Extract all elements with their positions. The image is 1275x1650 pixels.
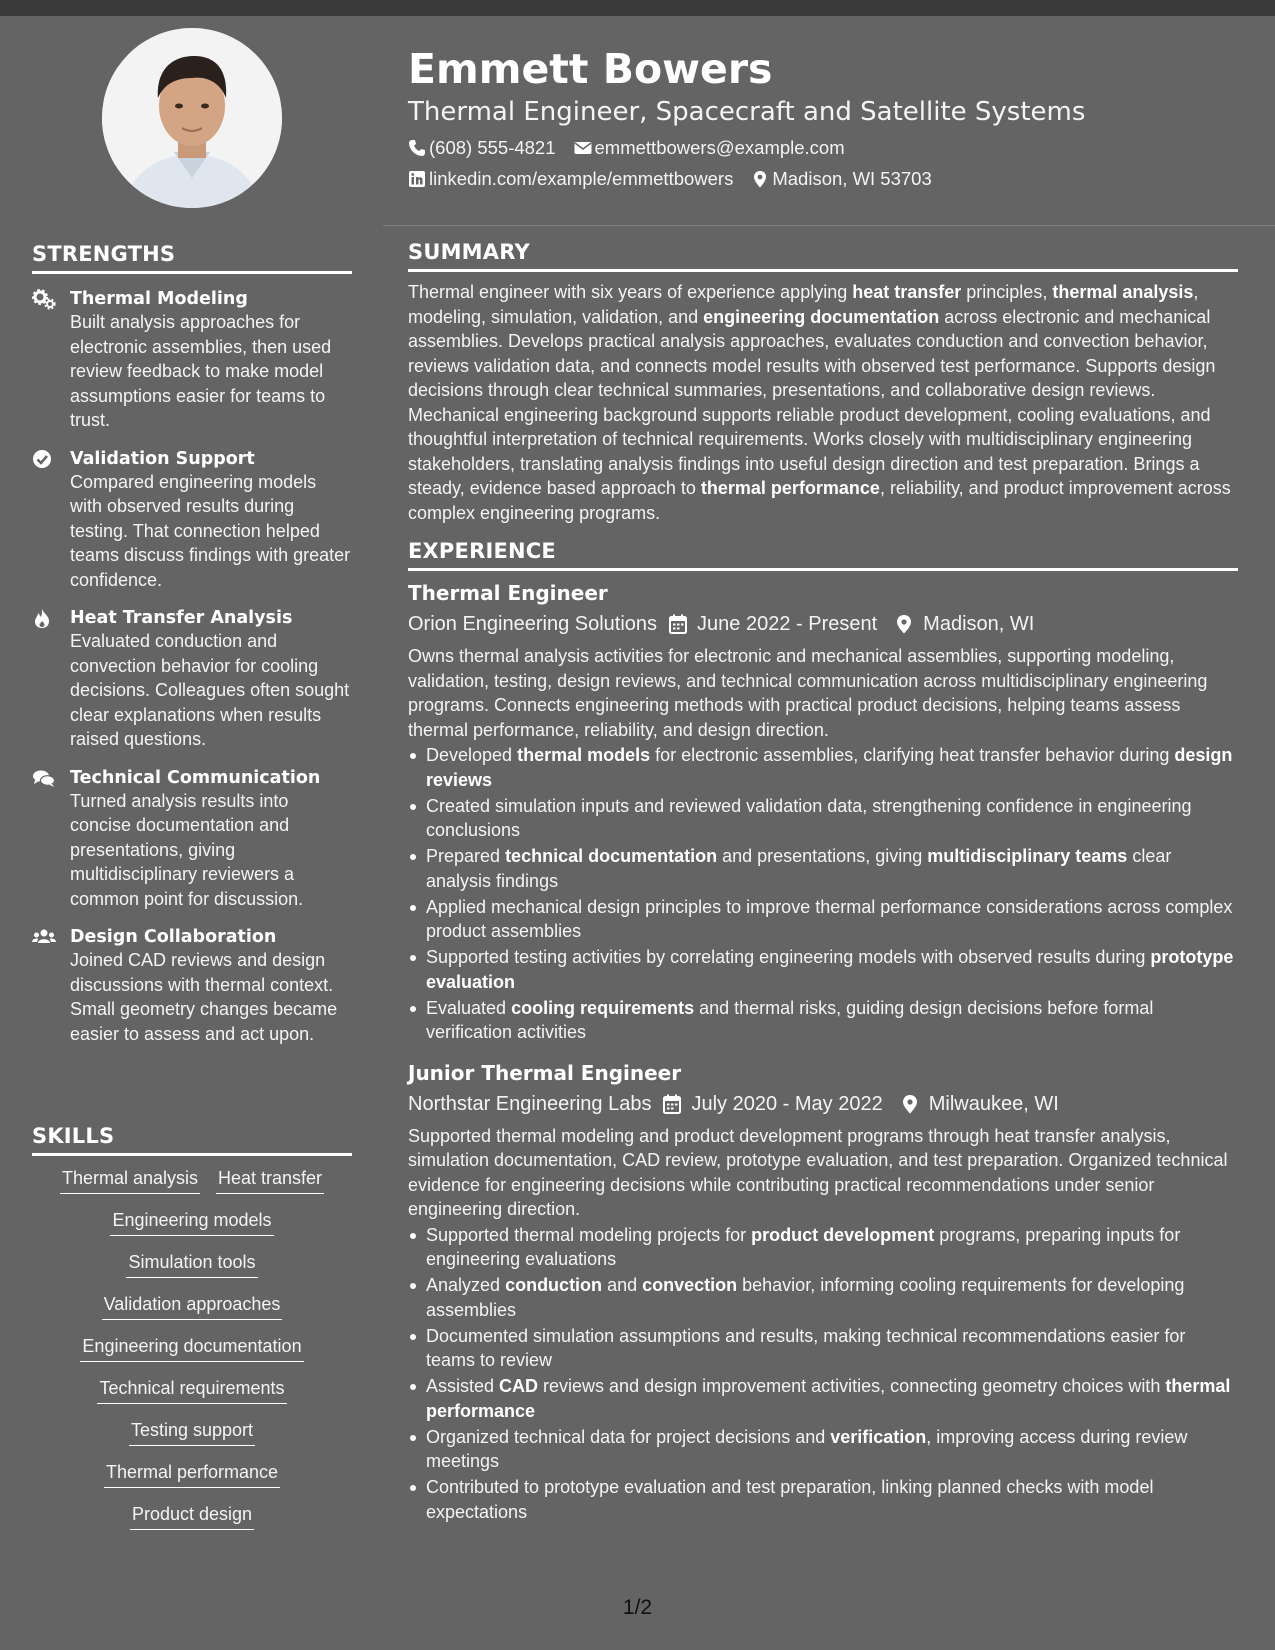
job-bullets [408, 743, 1238, 1045]
text-run: Supported thermal modeling projects for [426, 1224, 752, 1245]
skill-tag: Heat transfer [216, 1166, 324, 1194]
strength-item [32, 607, 352, 752]
bullet-item [408, 945, 1238, 994]
skill-tag: Engineering models [110, 1208, 273, 1236]
candidate-name: Emmett Bowers [408, 45, 773, 93]
text-run: reviews and design improvement activities, connecting geometry choices with [538, 1376, 1166, 1396]
summary-text [408, 280, 1238, 525]
strength-text: Compared engineering models with observed results during testing. That connection helped teams discuss findings with greater confidence. [70, 471, 351, 590]
contact-row [408, 136, 1238, 160]
bullet-item [408, 895, 1238, 944]
job-location: Milwaukee, WI [928, 1092, 1059, 1115]
text-run: , modeling, simulation, validation, and [408, 282, 1199, 327]
text-run: clear analysis findings [426, 846, 1172, 891]
candidate-title: Thermal Engineer, Spacecraft and Satellite Systems [408, 97, 1086, 127]
strength-text: Joined CAD reviews and design discussions with thermal context. Small geometry changes became easier to assess and act upon. [70, 950, 338, 1044]
resume-header [408, 44, 1238, 191]
skill-tag: Simulation tools [126, 1250, 257, 1278]
job-meta [408, 1090, 1238, 1118]
job-dates: June 2022 - Present [697, 613, 878, 635]
bold-text: design reviews [426, 745, 1233, 790]
skill-tag: Testing support [129, 1418, 255, 1446]
bold-text: heat transfer [852, 282, 962, 302]
main-column [408, 240, 1238, 1526]
envelope-icon [574, 139, 592, 157]
text-run: , improving access during review meetings [426, 1426, 1188, 1471]
skill-tag: Thermal performance [104, 1460, 280, 1488]
email-contact[interactable] [574, 136, 845, 160]
bold-text: technical documentation [505, 846, 718, 866]
strengths-section [32, 242, 352, 1046]
gears-icon [32, 289, 56, 311]
calendar-icon [669, 614, 687, 634]
bullet-item [408, 1324, 1238, 1373]
skill-tag: Engineering documentation [80, 1334, 303, 1362]
job-dates: July 2020 - May 2022 [691, 1092, 883, 1115]
bold-text: verification [830, 1426, 927, 1447]
skill-tag: Technical requirements [97, 1376, 286, 1404]
strength-text: Turned analysis results into concise documentation and presentations, giving multidisciplinary reviewers a common point for discussion. [70, 790, 304, 909]
strength-text: Evaluated conduction and convection behavior for cooling decisions. Colleagues often sought clear explanations when results raised questions. [70, 631, 350, 749]
bullet-item [408, 1273, 1238, 1322]
bullet-item [408, 1374, 1238, 1423]
map-pin-icon [901, 1094, 919, 1114]
skill-tag: Thermal analysis [60, 1166, 200, 1194]
strength-text: Built analysis approaches for electronic assemblies, then used review feedback to make model assumptions easier for teams to trust. [70, 312, 332, 430]
skill-tag: Validation approaches [102, 1292, 283, 1320]
strength-title: Heat Transfer Analysis [70, 608, 293, 628]
bullet-item [408, 844, 1238, 893]
skill-tag: Product design [130, 1502, 254, 1530]
text-run: , reliability, and product improvement across complex engineering programs. [408, 478, 1231, 523]
text-run: Analyzed [426, 1275, 506, 1295]
bold-text: thermal models [517, 745, 651, 765]
check-circle-icon [32, 449, 56, 471]
text-run: Evaluated [426, 997, 512, 1018]
profile-photo [102, 28, 282, 208]
text-run: Organized technical data for project decisions and [426, 1426, 831, 1447]
strength-item [32, 767, 352, 912]
bullet-item [408, 794, 1238, 843]
text-run: and presentations, giving [717, 846, 928, 866]
skills-heading: SKILLS [32, 1124, 352, 1156]
contact-row [408, 167, 1238, 191]
job-description: Supported thermal modeling and product development programs through heat transfer analysis, simulation documentation, CAD review, prototype evaluation, and test preparation. Organized technical evidence for engineering decisions while contributing practical recommendations under senior engineering direction. [408, 1125, 1228, 1219]
strengths-heading: STRENGTHS [32, 242, 352, 274]
skills-section [32, 1124, 352, 1544]
linkedin-icon [408, 170, 426, 188]
text-run: Assisted [426, 1376, 500, 1396]
experience-heading: EXPERIENCE [408, 539, 1238, 571]
company-name: Orion Engineering Solutions [408, 613, 658, 635]
location-contact [751, 167, 931, 191]
job-bullets [408, 1223, 1238, 1525]
text-run: principles, [961, 282, 1053, 302]
job-entry [408, 1059, 1238, 1525]
job-title: Thermal Engineer [408, 581, 608, 605]
bold-text: convection [642, 1275, 738, 1295]
bold-text: product development [751, 1224, 935, 1245]
job-meta [408, 610, 1238, 638]
bold-text: thermal performance [426, 1376, 1231, 1421]
bullet-item [408, 1425, 1238, 1474]
bold-text: conduction [505, 1275, 603, 1295]
text-run: Documented simulation assumptions and results, making technical recommendations easier for teams to review [426, 1325, 1186, 1370]
text-run: Created simulation inputs and reviewed validation data, strengthening confidence in engineering conclusions [426, 795, 1192, 840]
location-text: Madison, WI 53703 [772, 168, 932, 189]
text-run: Supported testing activities by correlating engineering models with observed results during [426, 947, 1151, 967]
job-entry [408, 579, 1238, 1045]
users-icon [32, 927, 56, 949]
bold-text: thermal analysis [1052, 282, 1194, 302]
comments-icon [32, 768, 56, 790]
text-run: Applied mechanical design principles to improve thermal performance considerations across complex product assemblies [426, 896, 1233, 941]
summary-heading: SUMMARY [408, 240, 1238, 272]
strength-title: Design Collaboration [70, 927, 277, 947]
text-run: and thermal risks, guiding design decisions before formal verification activities [426, 997, 1154, 1042]
phone-icon [408, 139, 426, 157]
strength-title: Thermal Modeling [70, 289, 248, 309]
bold-text: engineering documentation [703, 306, 940, 327]
text-run: Developed [426, 745, 518, 765]
text-run: Prepared [426, 846, 506, 866]
strength-item [32, 288, 352, 433]
skill-list [32, 1166, 352, 1530]
bullet-item [408, 1475, 1238, 1524]
strength-item [32, 926, 352, 1046]
header-divider [383, 225, 1275, 226]
phone-contact[interactable] [408, 136, 556, 160]
text-run: programs, preparing inputs for engineering evaluations [426, 1224, 1181, 1269]
phone-text: (608) 555-4821 [429, 137, 556, 158]
left-column [0, 16, 383, 1650]
email-text: emmettbowers@example.com [594, 137, 845, 158]
bullet-item [408, 743, 1238, 792]
bold-text: CAD [499, 1376, 539, 1396]
bold-text: cooling requirements [511, 997, 695, 1018]
bullet-item [408, 1223, 1238, 1272]
map-pin-icon [751, 170, 769, 188]
calendar-icon [663, 1094, 681, 1114]
job-title: Junior Thermal Engineer [408, 1060, 682, 1085]
text-run: across electronic and mechanical assemblies. Develops practical analysis approaches, evaluates conduction and convection behavior, reviews validation data, and connects model results with observed test performance. Supports design decisions through clear technical summaries, presentations, and collaborative design reviews. Mechanical engineering background supports reliable product development, cooling evaluations, and thoughtful interpretation of technical requirements. Works closely with multidisciplinary engineering stakeholders, translating analysis findings into useful design direction and test preparation. Brings a steady, evidence based approach to [408, 306, 1216, 498]
text-run: for electronic assemblies, clarifying heat transfer behavior during [650, 745, 1175, 765]
bullet-item [408, 996, 1238, 1045]
text-run: and [602, 1275, 643, 1295]
linkedin-contact[interactable] [408, 167, 733, 191]
strength-item [32, 448, 352, 593]
flame-icon [32, 608, 56, 630]
bold-text: multidisciplinary teams [927, 846, 1128, 866]
strength-title: Validation Support [70, 448, 255, 469]
linkedin-text: linkedin.com/example/emmettbowers [429, 168, 734, 189]
text-run: Contributed to prototype evaluation and test preparation, linking planned checks with model expectations [426, 1477, 1154, 1522]
job-description: Owns thermal analysis activities for electronic and mechanical assemblies, supporting modeling, validation, testing, design reviews, and technical communication across multidisciplinary engineering programs. Connects engineering methods with practical product decisions, helping teams assess thermal performance, reliability, and design direction. [408, 646, 1208, 740]
job-location: Madison, WI [923, 613, 1035, 635]
map-pin-icon [895, 614, 913, 634]
bold-text: prototype evaluation [426, 947, 1234, 992]
bold-text: thermal performance [700, 478, 880, 498]
page-number: 1/2 [622, 1596, 653, 1619]
text-run: behavior, informing cooling requirements for developing assemblies [426, 1275, 1185, 1320]
text-run: Thermal engineer with six years of experience applying [408, 282, 853, 302]
strength-title: Technical Communication [70, 767, 321, 788]
company-name: Northstar Engineering Labs [408, 1092, 652, 1115]
top-bar [0, 0, 1275, 16]
